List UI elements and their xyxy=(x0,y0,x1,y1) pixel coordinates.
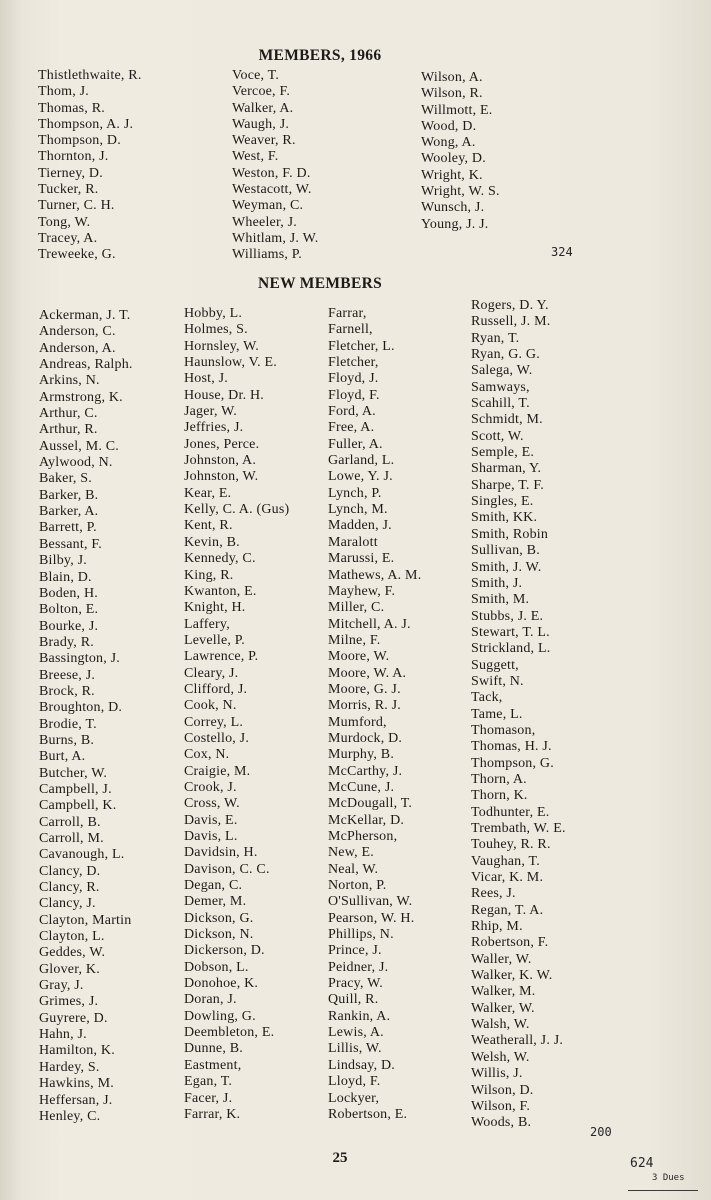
new-members-column-2 xyxy=(184,306,289,1123)
new-member-name: Davis, L. xyxy=(184,829,238,844)
new-member-name: Walker, W. xyxy=(471,1000,535,1016)
handwritten-note: 3 Dues xyxy=(652,1173,685,1183)
new-member-name: Pracy, W. xyxy=(328,976,383,992)
new-member-name: Davis, E. xyxy=(184,812,238,828)
handwritten-total: 624 xyxy=(630,1156,654,1171)
new-member-name: Geddes, W. xyxy=(39,945,106,961)
new-member-name: Knight, H. xyxy=(184,600,246,616)
new-member-name: Cleary, J. xyxy=(184,665,239,681)
new-member-name: Sullivan, B. xyxy=(471,543,540,559)
new-member-name: Murphy, B. xyxy=(328,747,395,763)
new-member-name: Burns, B. xyxy=(39,732,95,748)
new-member-name: Hardey, S. xyxy=(39,1059,100,1075)
new-member-name: Jeffries, J. xyxy=(184,420,244,436)
new-member-name: Cavanough, L. xyxy=(39,847,125,863)
new-member-name: Campbell, J. xyxy=(39,781,112,797)
new-member-name: Marussi, E. xyxy=(328,551,395,567)
new-member-name: Bourke, J. xyxy=(39,618,99,634)
new-member-name: Laffery, xyxy=(184,616,230,632)
new-member-name: Peidner, J. xyxy=(328,959,389,975)
new-member-name: McPherson, xyxy=(328,829,398,844)
new-member-name: Clancy, J. xyxy=(39,896,96,912)
new-member-name: Armstrong, K. xyxy=(39,389,123,405)
new-member-name: Wilson, D. xyxy=(471,1082,534,1098)
new-member-name: Davidsin, H. xyxy=(184,845,258,861)
new-member-name: Farrar, K. xyxy=(184,1106,241,1122)
member-name: Wright, W. S. xyxy=(421,184,500,200)
new-member-name: Johnston, W. xyxy=(184,469,259,485)
new-member-name: Dowling, G. xyxy=(184,1008,256,1024)
new-member-name: Arkins, N. xyxy=(39,373,100,389)
new-member-name: Carroll, B. xyxy=(39,814,101,830)
new-member-name: Blain, D. xyxy=(39,569,92,585)
new-member-name: Floyd, J. xyxy=(328,371,379,387)
member-name: Wheeler, J. xyxy=(232,214,297,230)
new-member-name: Clayton, L. xyxy=(39,929,105,945)
new-member-name: Facer, J. xyxy=(184,1090,233,1106)
new-member-name: O'Sullivan, W. xyxy=(328,894,413,910)
new-member-name: Milne, F. xyxy=(328,632,381,648)
new-member-name: Kevin, B. xyxy=(184,534,240,550)
new-member-name: Holmes, S. xyxy=(184,322,248,338)
new-member-name: Degan, C. xyxy=(184,878,243,894)
member-name: Treweeke, G. xyxy=(38,247,116,263)
member-name: Wooley, D. xyxy=(421,151,486,167)
handwritten-count-new-members: 200 xyxy=(590,1125,612,1139)
new-member-name: Lawrence, P. xyxy=(184,649,259,665)
new-member-name: Hobby, L. xyxy=(184,306,243,321)
new-member-name: McCarthy, J. xyxy=(328,763,403,779)
new-member-name: Glover, K. xyxy=(39,961,100,977)
new-member-name: Jones, Perce. xyxy=(184,436,260,452)
new-member-name: Bilby, J. xyxy=(39,553,87,569)
member-name: Williams, P. xyxy=(232,247,302,263)
new-member-name: Lillis, W. xyxy=(328,1041,382,1057)
new-member-name: Dickerson, D. xyxy=(184,943,265,959)
new-member-name: Smith, KK. xyxy=(471,510,538,526)
member-name: Thomas, R. xyxy=(38,100,105,116)
new-members-column-4 xyxy=(471,298,566,1132)
new-member-name: Wilson, F. xyxy=(471,1098,531,1114)
new-member-name: Eastment, xyxy=(184,1057,242,1073)
member-name: Westacott, W. xyxy=(232,182,312,198)
new-member-name: Levelle, P. xyxy=(184,632,245,648)
new-member-name: Grimes, J. xyxy=(39,994,99,1010)
new-member-name: Costello, J. xyxy=(184,730,250,746)
new-member-name: Demer, M. xyxy=(184,894,247,910)
new-member-name: Todhunter, E. xyxy=(471,804,550,820)
member-name: Thompson, D. xyxy=(38,133,121,149)
new-member-name: Kwanton, E. xyxy=(184,583,257,599)
new-member-name: Fletcher, L. xyxy=(328,338,395,354)
new-member-name: Fletcher, xyxy=(328,355,379,371)
new-member-name: Cook, N. xyxy=(184,698,237,714)
member-name: Weston, F. D. xyxy=(232,165,311,181)
new-members-column-3 xyxy=(328,306,421,1123)
new-member-name: Willis, J. xyxy=(471,1066,523,1082)
new-member-name: Smith, Robin xyxy=(471,526,549,542)
new-member-name: Farrar, xyxy=(328,306,367,321)
new-member-name: Arthur, R. xyxy=(39,422,98,438)
new-member-name: Scahill, T. xyxy=(471,396,530,412)
new-member-name: Clayton, Martin xyxy=(39,912,132,928)
new-member-name: Strickland, L. xyxy=(471,641,551,657)
new-member-name: Smith, J. xyxy=(471,575,523,591)
new-member-name: Correy, L. xyxy=(184,714,244,730)
new-member-name: Anderson, A. xyxy=(39,340,116,356)
member-name: Thornton, J. xyxy=(38,149,109,165)
new-member-name: Brady, R. xyxy=(39,634,94,650)
new-member-name: Bolton, E. xyxy=(39,602,99,618)
new-member-name: Anderson, C. xyxy=(39,324,116,340)
new-member-name: Prince, J. xyxy=(328,943,382,959)
new-member-name: Floyd, F. xyxy=(328,387,380,403)
new-member-name: Sharman, Y. xyxy=(471,461,542,477)
new-member-name: Samways, xyxy=(471,379,530,395)
new-member-name: Maralott xyxy=(328,534,378,550)
new-member-name: Vicar, K. M. xyxy=(471,870,544,886)
handwritten-count-members: 324 xyxy=(551,245,573,259)
new-member-name: Moore, G. J. xyxy=(328,681,401,697)
new-member-name: Campbell, K. xyxy=(39,798,117,814)
new-member-name: Bessant, F. xyxy=(39,536,102,552)
new-member-name: Barker, A. xyxy=(39,504,99,520)
new-member-name: Rhip, M. xyxy=(471,919,523,935)
member-name: Wood, D. xyxy=(421,118,477,134)
new-member-name: Waller, W. xyxy=(471,951,532,967)
new-member-name: Semple, E. xyxy=(471,445,535,461)
member-name: Thompson, A. J. xyxy=(38,116,134,132)
new-member-name: Rogers, D. Y. xyxy=(471,298,549,313)
new-member-name: Russell, J. M. xyxy=(471,314,551,330)
member-name: Walker, A. xyxy=(232,100,294,116)
new-member-name: Ryan, T. xyxy=(471,330,520,346)
member-name: Tong, W. xyxy=(38,214,91,230)
new-member-name: Hamilton, K. xyxy=(39,1043,115,1059)
new-member-name: Woods, B. xyxy=(471,1115,532,1131)
new-member-name: Lowe, Y. J. xyxy=(328,469,393,485)
new-member-name: Welsh, W. xyxy=(471,1049,530,1065)
new-member-name: Kennedy, C. xyxy=(184,551,256,567)
new-member-name: Andreas, Ralph. xyxy=(39,357,133,373)
members-column-1 xyxy=(38,68,142,264)
new-member-name: Mathews, A. M. xyxy=(328,567,422,583)
new-member-name: Thorn, A. xyxy=(471,771,527,787)
members-column-3 xyxy=(421,70,500,233)
new-member-name: Rees, J. xyxy=(471,886,516,902)
new-member-name: Mayhew, F. xyxy=(328,583,396,599)
new-member-name: Hahn, J. xyxy=(39,1027,87,1043)
new-member-name: Morris, R. J. xyxy=(328,698,401,714)
new-member-name: Dunne, B. xyxy=(184,1041,243,1057)
member-name: Waugh, J. xyxy=(232,116,290,132)
new-member-name: Rankin, A. xyxy=(328,1008,391,1024)
new-member-name: Quill, R. xyxy=(328,992,379,1008)
new-member-name: Thorn, K. xyxy=(471,788,528,804)
new-member-name: Thomason, xyxy=(471,722,536,738)
new-member-name: Scott, W. xyxy=(471,428,524,444)
new-member-name: Robertson, E. xyxy=(328,1106,408,1122)
new-member-name: Aussel, M. C. xyxy=(39,438,119,454)
new-member-name: Clancy, R. xyxy=(39,880,100,896)
handwritten-underline xyxy=(628,1190,698,1191)
new-member-name: Cross, W. xyxy=(184,796,240,812)
new-member-name: Barrett, P. xyxy=(39,520,97,536)
new-member-name: Singles, E. xyxy=(471,494,534,510)
new-member-name: Bassington, J. xyxy=(39,651,120,667)
new-member-name: Arthur, C. xyxy=(39,406,98,422)
new-member-name: Vaughan, T. xyxy=(471,853,540,869)
new-member-name: Guyrere, D. xyxy=(39,1010,108,1026)
new-member-name: Pearson, W. H. xyxy=(328,910,415,926)
new-member-name: Schmidt, M. xyxy=(471,412,543,428)
new-member-name: Donohoe, K. xyxy=(184,976,259,992)
new-member-name: Norton, P. xyxy=(328,878,387,894)
new-member-name: Clifford, J. xyxy=(184,681,248,697)
page-number: 25 xyxy=(332,1150,348,1166)
new-member-name: Smith, J. W. xyxy=(471,559,542,575)
new-member-name: Stewart, T. L. xyxy=(471,624,550,640)
new-member-name: Cox, N. xyxy=(184,747,230,763)
new-member-name: Boden, H. xyxy=(39,585,98,601)
member-name: Wilson, A. xyxy=(421,70,483,85)
member-name: Tierney, D. xyxy=(38,165,103,181)
member-name: Turner, C. H. xyxy=(38,198,115,214)
new-member-name: Tame, L. xyxy=(471,706,523,722)
new-member-name: Hornsley, W. xyxy=(184,338,259,354)
new-member-name: Haunslow, V. E. xyxy=(184,355,277,371)
new-member-name: Doran, J. xyxy=(184,992,237,1008)
new-members-heading: NEW MEMBERS xyxy=(257,275,382,292)
new-member-name: Carroll, M. xyxy=(39,831,104,846)
new-member-name: Neal, W. xyxy=(328,861,379,877)
member-name: Wright, K. xyxy=(421,167,483,183)
new-member-name: Crook, J. xyxy=(184,779,237,795)
member-name: Tucker, R. xyxy=(38,182,99,198)
new-member-name: Phillips, N. xyxy=(328,927,394,943)
new-member-name: Stubbs, J. E. xyxy=(471,608,544,624)
new-member-name: Thomas, H. J. xyxy=(471,739,552,755)
new-member-name: Johnston, A. xyxy=(184,453,257,469)
new-member-name: Lindsay, D. xyxy=(328,1057,396,1073)
new-member-name: Regan, T. A. xyxy=(471,902,544,918)
new-member-name: McDougall, T. xyxy=(328,796,413,812)
member-name: Weyman, C. xyxy=(232,198,304,214)
new-member-name: Craigie, M. xyxy=(184,763,251,779)
new-member-name: Egan, T. xyxy=(184,1074,233,1090)
new-member-name: Walker, M. xyxy=(471,984,536,1000)
new-member-name: Miller, C. xyxy=(328,600,385,616)
new-member-name: Breese, J. xyxy=(39,667,96,683)
new-member-name: Brodie, T. xyxy=(39,716,97,732)
new-member-name: Host, J. xyxy=(184,371,228,387)
members-heading: MEMBERS, 1966 xyxy=(258,47,382,64)
new-member-name: Barker, B. xyxy=(39,487,99,503)
new-member-name: Ford, A. xyxy=(328,404,376,420)
new-member-name: Mumford, xyxy=(328,714,387,730)
member-name: Weaver, R. xyxy=(232,133,296,149)
new-member-name: Smith, M. xyxy=(471,592,530,608)
new-member-name: Trembath, W. E. xyxy=(471,821,566,836)
new-member-name: Brock, R. xyxy=(39,683,95,699)
new-member-name: Burt, A. xyxy=(39,749,86,765)
member-name: Vercoe, F. xyxy=(232,84,291,100)
new-member-name: Sharpe, T. F. xyxy=(471,477,544,493)
new-member-name: Madden, J. xyxy=(328,518,392,534)
new-member-name: Free, A. xyxy=(328,420,375,436)
new-member-name: Clancy, D. xyxy=(39,863,101,879)
member-name: Thom, J. xyxy=(38,84,89,100)
new-member-name: Weatherall, J. J. xyxy=(471,1033,564,1049)
new-member-name: Tack, xyxy=(471,690,503,706)
new-member-name: Kent, R. xyxy=(184,518,233,534)
member-name: Wunsch, J. xyxy=(421,200,485,216)
new-member-name: Henley, C. xyxy=(39,1108,101,1124)
member-name: Voce, T. xyxy=(232,68,280,83)
new-member-name: McKellar, D. xyxy=(328,812,405,828)
new-member-name: New, E. xyxy=(328,845,374,861)
new-member-name: Moore, W. xyxy=(328,649,390,665)
members-column-2 xyxy=(232,68,318,264)
new-member-name: Lloyd, F. xyxy=(328,1074,381,1090)
new-member-name: Suggett, xyxy=(471,657,519,673)
new-member-name: Salega, W. xyxy=(471,363,533,379)
new-member-name: Farnell, xyxy=(328,322,373,338)
new-member-name: Murdock, D. xyxy=(328,730,403,746)
new-member-name: Hawkins, M. xyxy=(39,1076,114,1092)
member-name: Wong, A. xyxy=(421,135,476,151)
new-members-column-1 xyxy=(39,308,133,1125)
new-member-name: Mitchell, A. J. xyxy=(328,616,411,632)
new-member-name: Lockyer, xyxy=(328,1090,380,1106)
new-member-name: Ackerman, J. T. xyxy=(39,308,131,323)
new-member-name: Garland, L. xyxy=(328,453,395,469)
new-member-name: Kelly, C. A. (Gus) xyxy=(184,502,290,518)
new-member-name: Broughton, D. xyxy=(39,700,123,716)
new-member-name: Aylwood, N. xyxy=(39,455,113,471)
new-member-name: Dickson, G. xyxy=(184,910,254,926)
new-member-name: Kear, E. xyxy=(184,485,232,501)
new-member-name: Thompson, G. xyxy=(471,755,554,771)
member-name: Tracey, A. xyxy=(38,230,98,246)
member-name: Willmott, E. xyxy=(421,102,493,118)
new-member-name: Touhey, R. R. xyxy=(471,837,551,853)
new-member-name: Lynch, M. xyxy=(328,502,388,518)
new-member-name: Gray, J. xyxy=(39,978,84,994)
member-name: Wilson, R. xyxy=(421,86,483,102)
new-member-name: Walker, K. W. xyxy=(471,968,553,984)
new-member-name: Jager, W. xyxy=(184,404,237,420)
member-name: Young, J. J. xyxy=(421,216,489,232)
new-member-name: Walsh, W. xyxy=(471,1017,530,1033)
new-member-name: Fuller, A. xyxy=(328,436,383,452)
new-member-name: Lynch, P. xyxy=(328,485,382,501)
new-member-name: Swift, N. xyxy=(471,673,524,689)
new-member-name: Davison, C. C. xyxy=(184,861,270,877)
new-member-name: Heffersan, J. xyxy=(39,1092,113,1108)
new-member-name: Dickson, N. xyxy=(184,927,254,943)
new-member-name: Baker, S. xyxy=(39,471,92,487)
new-member-name: McCune, J. xyxy=(328,779,395,795)
new-member-name: Deembleton, E. xyxy=(184,1025,275,1041)
new-member-name: Lewis, A. xyxy=(328,1025,384,1041)
new-member-name: Ryan, G. G. xyxy=(471,347,540,363)
new-member-name: Moore, W. A. xyxy=(328,665,407,681)
member-name: West, F. xyxy=(232,149,279,165)
new-member-name: Butcher, W. xyxy=(39,765,108,781)
new-member-name: House, Dr. H. xyxy=(184,387,264,403)
member-name: Whitlam, J. W. xyxy=(232,230,319,246)
new-member-name: Dobson, L. xyxy=(184,959,249,975)
new-member-name: Robertson, F. xyxy=(471,935,549,951)
member-name: Thistlethwaite, R. xyxy=(38,68,142,83)
new-member-name: King, R. xyxy=(184,567,234,583)
